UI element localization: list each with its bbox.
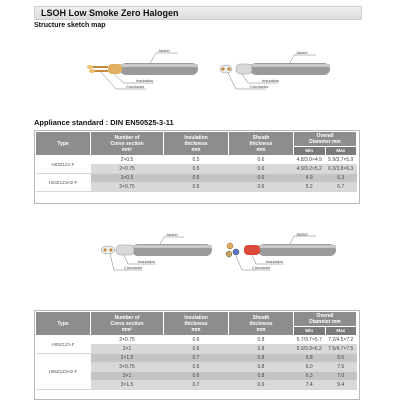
svg-text:Insulation: Insulation [262, 78, 280, 83]
type-cell: H03Z1Z1-F [36, 156, 91, 174]
table-row: H03Z1Z1-F 2×0.5 0.5 0.6 4.8/3.0×4.9 5.9/3.7×5.9 [36, 156, 357, 165]
svg-text:Insulation: Insulation [138, 259, 156, 264]
table-row: H05Z1Z1H2-F 2×1.5 0.7 0.8 6.8 8.6 [36, 354, 357, 363]
table-header-row [36, 132, 357, 147]
col-diameter: Overall Diameter mm [294, 132, 357, 147]
col-cores: Number of Cores section mm² [91, 132, 164, 156]
svg-text:Insulation: Insulation [266, 259, 284, 264]
svg-text:Conductor: Conductor [252, 265, 271, 270]
table-row: 2×0.75 0.5 0.6 4.9/3.2×5.2 6.3/3.8×6.3 [36, 165, 357, 174]
svg-text:Jacket: Jacket [296, 232, 308, 237]
svg-text:Conductor: Conductor [250, 84, 269, 89]
type-cell: H05Z1Z1H2-F [36, 354, 91, 390]
table-row: 3×1 0.6 0.8 6.3 7.0 [36, 372, 357, 381]
col-sheath: Sheath thickness mm [229, 132, 294, 156]
spec-table-2 [35, 311, 357, 390]
title-bar [34, 6, 362, 20]
table-header-row [36, 312, 357, 327]
col-max: Max [325, 147, 357, 156]
structure-sketch-top [80, 45, 340, 105]
page-title: LSOH Low Smoke Zero Halogen [41, 8, 179, 18]
col-insulation: Insulation thickness mm [164, 312, 229, 336]
svg-text:Jacket: Jacket [166, 232, 178, 237]
structure-sketch-bottom [80, 232, 340, 284]
cable-flat-sketch-2 [101, 232, 212, 270]
type-cell: H03Z1Z1H2-F [36, 174, 91, 192]
type-cell: H05Z1Z1-F [36, 336, 91, 354]
col-type: Type [36, 312, 91, 336]
col-insulation: Insulation thickness mm [164, 132, 229, 156]
col-min: Min [294, 147, 326, 156]
conductor-label: Conductor [126, 84, 145, 89]
table-row: 3×1.5 0.7 0.9 7.4 9.4 [36, 381, 357, 390]
col-cores: Number of Cores section mm² [91, 312, 164, 336]
table-row: H05Z1Z1-F 2×0.75 0.6 0.8 5.7/3.7×5.7 7.2/4.5×7.2 [36, 336, 357, 345]
table-row: 3×0.75 0.6 0.8 6.0 7.6 [36, 363, 357, 372]
col-max: Max [325, 327, 357, 336]
jacket-label: Jacket [158, 48, 170, 53]
cable-insulation [108, 64, 122, 74]
standard-heading: Appliance standard : DIN EN50525-3-11 [34, 118, 174, 127]
spec-table-1 [35, 131, 357, 192]
col-type: Type [36, 132, 91, 156]
col-sheath: Sheath thickness mm [229, 312, 294, 336]
cable-round-sketch-2 [226, 232, 336, 270]
table-row: 2×1 0.6 0.8 5.9/3.9×6.2 7.5/4.7×7.5 [36, 345, 357, 354]
svg-text:Jacket: Jacket [296, 50, 308, 55]
table-row: 3×0.75 0.5 0.6 5.2 6.7 [36, 183, 357, 192]
cable-round-sketch [87, 48, 198, 89]
insulation-label: Insulation [136, 78, 154, 83]
sketch-heading: Structure sketch map [34, 22, 106, 29]
col-diameter: Overall Diameter mm [294, 312, 357, 327]
cable-flat-sketch [220, 50, 330, 89]
svg-text:Conductor: Conductor [124, 265, 143, 270]
col-min: Min [294, 327, 326, 336]
table-row: H03Z1Z1H2-F 3×0.5 0.5 0.6 4.9 6.3 [36, 174, 357, 183]
